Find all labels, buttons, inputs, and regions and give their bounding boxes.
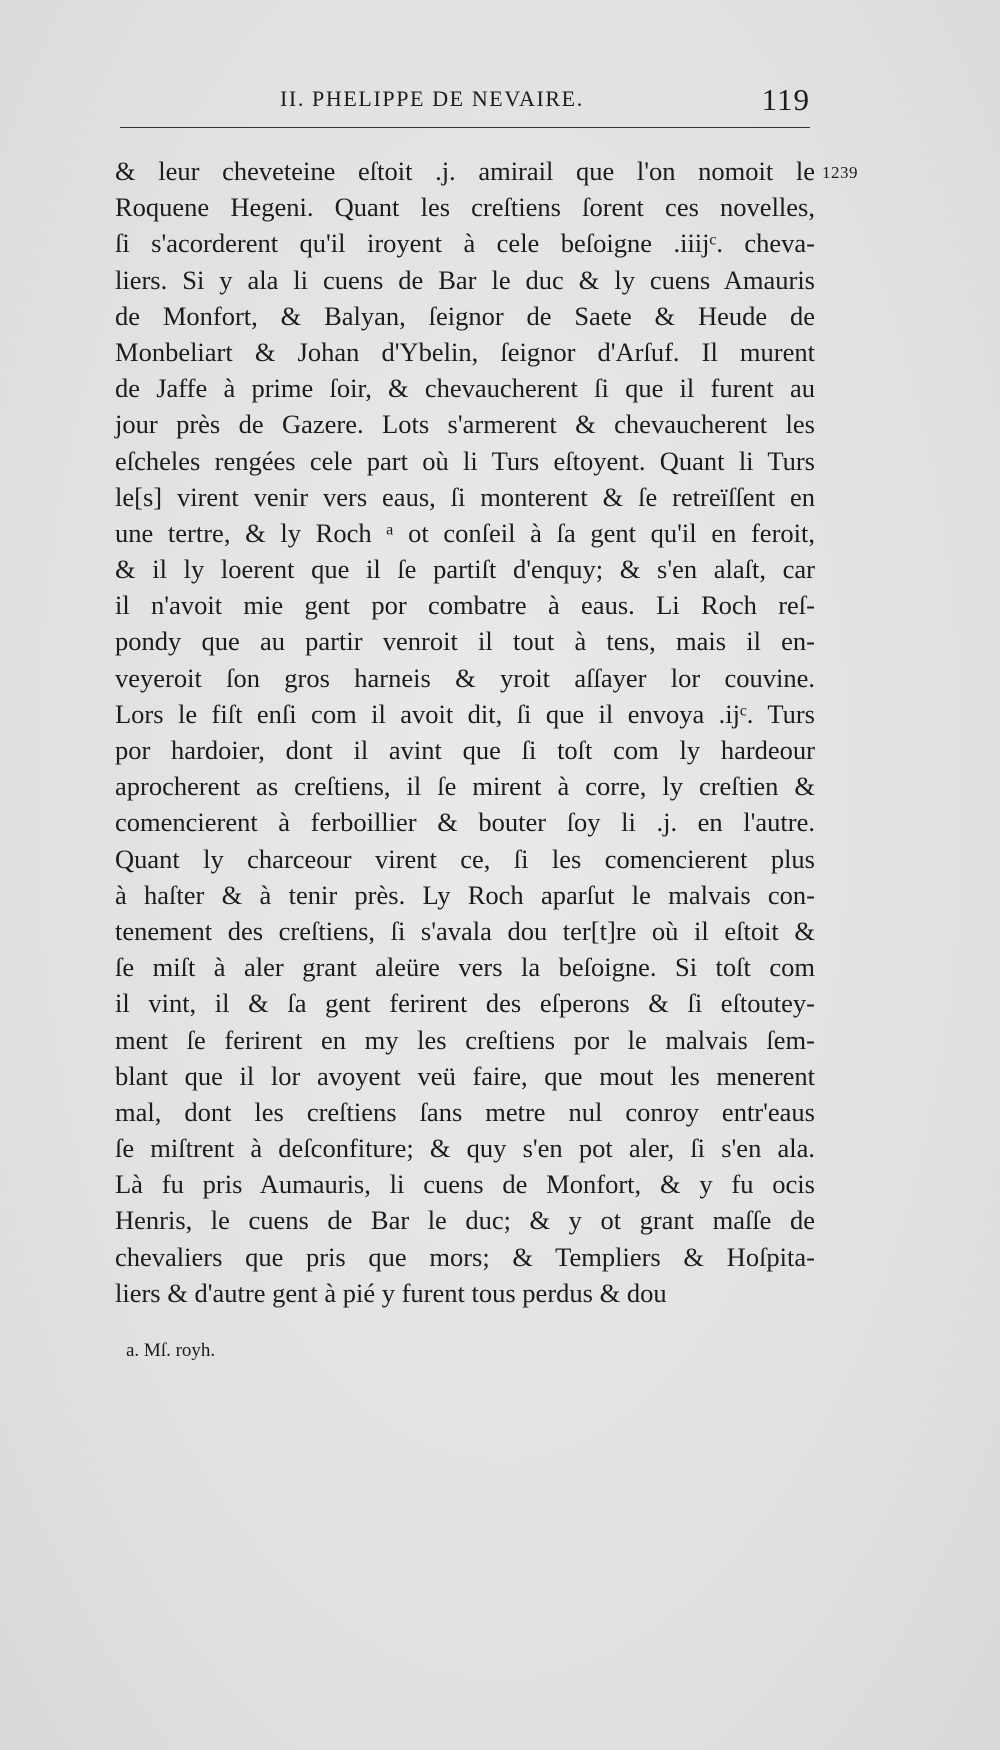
- text-line: de Monfort, & Balyan, ſeignor de Saete & Heude de: [115, 300, 815, 331]
- text-line: blant que il lor avoyent veü faire, que mout les menerent: [115, 1060, 815, 1091]
- text-line: à haſter & à tenir près. Ly Roch aparſut le malvais con-: [115, 879, 815, 910]
- text-line: Henris, le cuens de Bar le duc; & y ot grant maſſe de: [115, 1205, 815, 1236]
- text-line: ſi s'acorderent qu'il iroyent à cele beſoigne .iiijᶜ. cheva-: [115, 228, 815, 259]
- text-line: pondy que au partir venroit il tout à tens, mais il en-: [115, 626, 815, 657]
- text-line: une tertre, & ly Roch ᵃ ot conſeil à ſa gent qu'il en feroit,: [115, 517, 815, 548]
- text-line: Lors le fiſt enſi com il avoit dit, ſi que il envoya .ijᶜ. Turs: [115, 698, 815, 729]
- text-line: liers. Si y ala li cuens de Bar le duc & ly cuens Amauris: [115, 264, 815, 295]
- text-line: aprocherent as creſtiens, il ſe mirent à corre, ly creſtien &: [115, 771, 815, 802]
- margin-year-note: 1239: [822, 163, 858, 182]
- text-line: Roquene Hegeni. Quant les creſtiens ſorent ces novelles,: [115, 192, 815, 223]
- text-line: por hardoier, dont il avint que ſi toſt com ly hardeour: [115, 735, 815, 765]
- text-line: Quant ly charceour virent ce, ſi les comencierent plus: [115, 843, 815, 874]
- text-line: ſe miſt à aler grant aleüre vers la beſoigne. Si toſt com: [115, 952, 815, 983]
- text-line: & il ly loerent que il ſe partiſt d'enquy; & s'en alaſt, car: [115, 554, 815, 585]
- page-number: 119: [761, 82, 810, 117]
- header-rule: [120, 127, 810, 128]
- running-title: II. PHELIPPE DE NEVAIRE.: [280, 86, 584, 111]
- text-line: & leur cheveteine eſtoit .j. amirail que l'on nomoit le: [115, 156, 815, 186]
- text-line: comencierent à ferboillier & bouter ſoy li .j. en l'autre.: [115, 807, 815, 838]
- text-line: tenement des creſtiens, ſi s'avala dou ter[t]re où il eſtoit &: [115, 915, 815, 946]
- footnote: a. Mſ. royh.: [126, 1340, 216, 1361]
- running-head: [120, 82, 810, 122]
- text-line: jour près de Gazere. Lots s'armerent & chevaucherent les: [115, 409, 815, 440]
- text-line: il vint, il & ſa gent ferirent des eſperons & ſi eſtoutey-: [115, 988, 815, 1019]
- text-line: eſcheles rengées cele part où li Turs eſtoyent. Quant li Turs: [115, 445, 815, 476]
- text-line: liers & d'autre gent à pié y furent tous perdus & dou: [115, 1277, 667, 1308]
- text-line: ſe miſtrent à deſconfiture; & quy s'en pot aler, ſi s'en ala.: [115, 1133, 815, 1164]
- text-line: Là fu pris Aumauris, li cuens de Monfort, & y fu ocis: [115, 1169, 815, 1200]
- text-line: ment ſe ferirent en my les creſtiens por le malvais ſem-: [115, 1024, 815, 1055]
- text-line: le[s] virent venir vers eaus, ſi monterent & ſe retreïſſent en: [115, 481, 815, 512]
- text-line: veyeroit ſon gros harneis & yroit aſſayer lor couvine.: [115, 662, 815, 693]
- text-line: Monbeliart & Johan d'Ybelin, ſeignor d'Arſuf. Il murent: [115, 336, 815, 367]
- body-text: [115, 153, 815, 1311]
- text-line: il n'avoit mie gent por combatre à eaus. Li Roch reſ-: [115, 590, 815, 621]
- text-line: mal, dont les creſtiens ſans metre nul conroy entr'eaus: [115, 1096, 815, 1127]
- text-line: de Jaffe à prime ſoir, & chevaucherent ſi que il furent au: [115, 373, 815, 404]
- text-line: chevaliers que pris que mors; & Templiers & Hoſpita-: [115, 1241, 815, 1272]
